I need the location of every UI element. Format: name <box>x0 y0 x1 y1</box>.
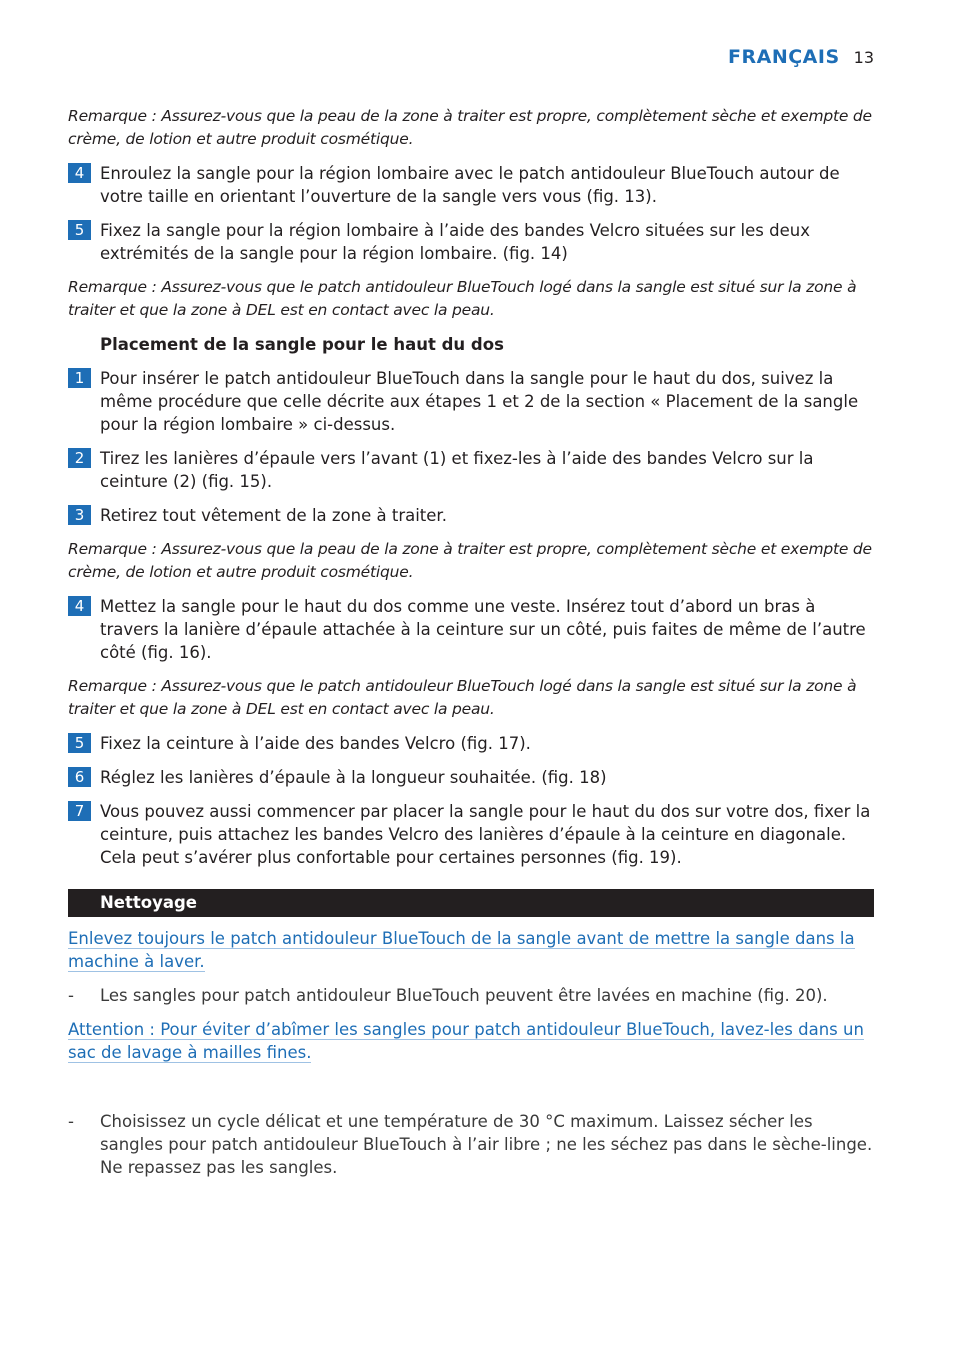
bullet-delicate-cycle <box>68 1110 874 1179</box>
bullet-text-block <box>100 1110 874 1179</box>
note-patch-position-2: Remarque : Assurez-vous que le patch antidouleur BlueTouch logé dans la sangle est situé sur la zone à traiter et que la zone à DEL est en contact avec la peau. <box>68 677 857 718</box>
page-number: 13 <box>853 48 874 67</box>
step-text: Fixez la ceinture à l’aide des bandes Velcro (fig. 17). <box>100 734 531 753</box>
step-text: Mettez la sangle pour le haut du dos comme une veste. Insérez tout d’abord un bras à travers la lanière d’épaule attachée à la ceinture sur un côté, puis faites de même de l’autre côté (fig. 16). <box>100 597 866 662</box>
note-patch-position: Remarque : Assurez-vous que le patch antidouleur BlueTouch logé dans la sangle est situé sur la zone à traiter et que la zone à DEL est en contact avec la peau. <box>68 278 857 319</box>
bullet-dash: - <box>68 986 74 1005</box>
step-number: 5 <box>68 733 91 753</box>
step-number: 3 <box>68 505 91 525</box>
step-5-lumbar <box>68 219 874 265</box>
step-text: Fixez la sangle pour la région lombaire à l’aide des bandes Velcro situées sur les deux extrémités de la sangle pour la région lombaire. (fig. 14) <box>100 221 810 263</box>
subheading-upper-back: Placement de la sangle pour le haut du dos <box>100 335 504 354</box>
step-3-upper-back <box>68 504 874 527</box>
spacer <box>68 1075 874 1110</box>
bullet-text: Choisissez un cycle délicat et une température de 30 °C maximum. Laissez sécher les sangles pour patch antidouleur BlueTouch à l’air libre ; ne les séchez pas dans le sèche-linge. <box>100 1112 873 1154</box>
bullet-machine-wash <box>68 984 874 1007</box>
step-text: Tirez les lanières d’épaule vers l’avant (1) et fixez-les à l’aide des bandes Velcro sur la ceinture (2) (fig. 15). <box>100 449 814 491</box>
step-6-upper-back <box>68 766 874 789</box>
step-4-upper-back <box>68 595 874 664</box>
bullet-text: Les sangles pour patch antidouleur BlueTouch peuvent être lavées en machine (fig. 20). <box>100 986 828 1005</box>
step-2-upper-back <box>68 447 874 493</box>
cleaning-warning-text: Enlevez toujours le patch antidouleur BlueTouch de la sangle avant de mettre la sangle dans la machine à laver. <box>68 929 855 971</box>
step-7-upper-back <box>68 800 874 869</box>
step-number: 2 <box>68 448 91 468</box>
step-number: 4 <box>68 596 91 616</box>
language-label: FRANÇAIS <box>728 46 840 68</box>
step-4-lumbar <box>68 162 874 208</box>
cleaning-warning <box>68 927 874 973</box>
step-text: Pour insérer le patch antidouleur BlueTouch dans la sangle pour le haut du dos, suivez la même procédure que celle décrite aux étapes 1 et 2 de la section « Placement de la sangle pour la région lombaire » ci-dessus. <box>100 369 859 434</box>
step-5-upper-back <box>68 732 874 755</box>
page-header <box>728 46 874 68</box>
step-number: 1 <box>68 368 91 388</box>
step-text: Retirez tout vêtement de la zone à traiter. <box>100 506 447 525</box>
step-number: 4 <box>68 163 91 183</box>
step-number: 5 <box>68 220 91 240</box>
note-skin-clean: Remarque : Assurez-vous que la peau de la zone à traiter est propre, complètement sèche et exempte de crème, de lotion et autre produit cosmétique. <box>68 107 872 148</box>
bullet-text-no-iron: Ne repassez pas les sangles. <box>100 1158 338 1177</box>
step-number: 6 <box>68 767 91 787</box>
attention-note <box>68 1018 874 1064</box>
step-text: Vous pouvez aussi commencer par placer la sangle pour le haut du dos sur votre dos, fixer la ceinture, puis attachez les bandes Velcro des lanières d’épaule à la ceinture en diagonale. Cela peut s’avérer plus confortable pour certaines personnes (fig. 19). <box>100 802 871 867</box>
step-text: Enroulez la sangle pour la région lombaire avec le patch antidouleur BlueTouch autour de votre taille en orientant l’ouverture de la sangle vers vous (fig. 13). <box>100 164 840 206</box>
attention-note-text: Attention : Pour éviter d’abîmer les sangles pour patch antidouleur BlueTouch, lavez-les dans un sac de lavage à mailles fines. <box>68 1020 864 1062</box>
document-body <box>68 105 874 1190</box>
step-number: 7 <box>68 801 91 821</box>
section-title-cleaning: Nettoyage <box>68 889 874 917</box>
step-1-upper-back <box>68 367 874 436</box>
bullet-dash: - <box>68 1112 74 1131</box>
note-skin-clean-2: Remarque : Assurez-vous que la peau de la zone à traiter est propre, complètement sèche et exempte de crème, de lotion et autre produit cosmétique. <box>68 540 872 581</box>
step-text: Réglez les lanières d’épaule à la longueur souhaitée. (fig. 18) <box>100 768 607 787</box>
